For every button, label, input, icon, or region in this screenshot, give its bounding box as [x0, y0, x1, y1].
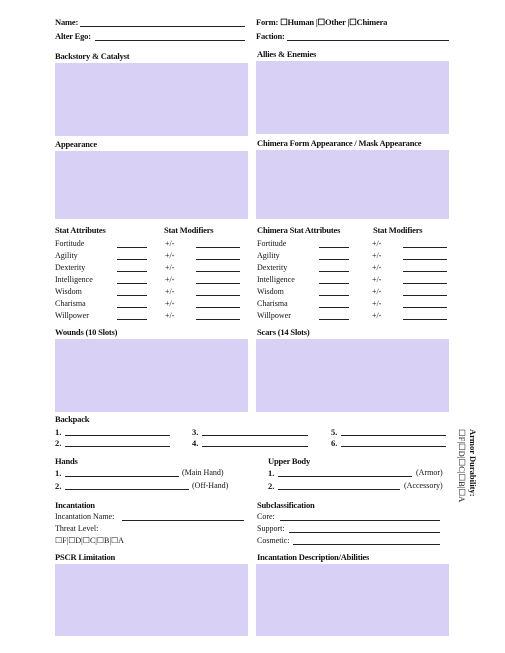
- support-label: Support:: [257, 524, 285, 533]
- stat-value-field[interactable]: [319, 247, 349, 248]
- upper-body-slot-2-label: 2.: [268, 481, 275, 491]
- backpack-slot-4-label: 4.: [192, 438, 199, 448]
- subclassification-title: Subclassification: [257, 500, 315, 510]
- stat-value-field[interactable]: [319, 295, 349, 296]
- allies-box[interactable]: [256, 61, 449, 134]
- checkbox-human[interactable]: ☐: [280, 17, 288, 27]
- stat-name: Intelligence: [55, 275, 93, 284]
- main-hand-note: (Main Hand): [182, 468, 224, 477]
- backpack-slot-6-label: 6.: [331, 438, 338, 448]
- stat-value-field[interactable]: [319, 307, 349, 308]
- stat-value-field[interactable]: [319, 259, 349, 260]
- incantation-name-field[interactable]: [122, 520, 244, 521]
- incantation-description-title: Incantation Description/Abilities: [257, 552, 370, 562]
- modifier-field[interactable]: [403, 295, 447, 296]
- modifier-field[interactable]: [403, 283, 447, 284]
- stat-name: Wisdom: [55, 287, 82, 296]
- cosmetic-label: Cosmetic:: [257, 536, 290, 545]
- hands-slot-2-field[interactable]: [65, 489, 189, 490]
- modifier-field[interactable]: [196, 307, 240, 308]
- accessory-note: (Accessory): [404, 481, 443, 490]
- stat-value-field[interactable]: [117, 295, 147, 296]
- modifier-symbol: +/-: [372, 299, 382, 308]
- stat-value-field[interactable]: [117, 259, 147, 260]
- modifier-symbol: +/-: [372, 287, 382, 296]
- appearance-box[interactable]: [55, 151, 248, 219]
- hands-slot-2-label: 2.: [55, 481, 62, 491]
- backpack-title: Backpack: [55, 414, 90, 424]
- scars-box[interactable]: [256, 339, 449, 412]
- backpack-slot-1-field[interactable]: [65, 435, 170, 436]
- stat-modifiers-header-right: Stat Modifiers: [373, 225, 423, 235]
- modifier-symbol: +/-: [372, 275, 382, 284]
- stat-name: Dexterity: [55, 263, 86, 272]
- alter-ego-field[interactable]: [95, 40, 245, 41]
- stat-value-field[interactable]: [117, 307, 147, 308]
- hands-title: Hands: [55, 456, 78, 466]
- stat-value-field[interactable]: [117, 319, 147, 320]
- core-label: Core:: [257, 512, 275, 521]
- armor-durability-options[interactable]: ☐F|☐D|☐C|☐B|☐A: [457, 429, 467, 503]
- backpack-slot-5-field[interactable]: [341, 435, 446, 436]
- faction-field[interactable]: [287, 40, 449, 41]
- name-field[interactable]: [80, 26, 245, 27]
- modifier-field[interactable]: [403, 271, 447, 272]
- modifier-field[interactable]: [403, 319, 447, 320]
- modifier-field[interactable]: [196, 259, 240, 260]
- modifier-symbol: +/-: [165, 239, 175, 248]
- incantation-name-label: Incantation Name:: [55, 512, 115, 521]
- pscr-box[interactable]: [55, 564, 248, 636]
- modifier-field[interactable]: [403, 247, 447, 248]
- stat-list-right: [257, 239, 450, 329]
- checkbox-chimera[interactable]: ☐: [349, 17, 357, 27]
- form-option-human: Human: [287, 17, 314, 27]
- stat-name: Fortitude: [55, 239, 85, 248]
- appearance-title: Appearance: [55, 139, 97, 149]
- stat-attributes-header: Stat Attributes: [55, 225, 106, 235]
- threat-level-options[interactable]: ☐F|☐D|☐C|☐B|☐A: [55, 536, 124, 545]
- modifier-symbol: +/-: [372, 239, 382, 248]
- modifier-symbol: +/-: [165, 275, 175, 284]
- stat-name: Charisma: [257, 299, 288, 308]
- stat-modifiers-header-left: Stat Modifiers: [164, 225, 214, 235]
- form-label: Form: ☐Human |☐Other |☐Chimera: [256, 17, 388, 27]
- chimera-appearance-box[interactable]: [256, 150, 449, 219]
- modifier-symbol: +/-: [372, 263, 382, 272]
- backpack-slot-4-field[interactable]: [202, 446, 308, 447]
- modifier-field[interactable]: [403, 259, 447, 260]
- armor-durability-label: Armor Durability:: [468, 429, 478, 497]
- stat-name: Agility: [55, 251, 78, 260]
- stat-list-left: [55, 239, 248, 329]
- backpack-slot-3-field[interactable]: [202, 435, 308, 436]
- armor-note: (Armor): [416, 468, 443, 477]
- backpack-slot-2-label: 2.: [55, 438, 62, 448]
- support-field[interactable]: [289, 532, 440, 533]
- modifier-symbol: +/-: [372, 251, 382, 260]
- modifier-symbol: +/-: [165, 299, 175, 308]
- wounds-title: Wounds (10 Slots): [55, 327, 118, 337]
- wounds-box[interactable]: [55, 339, 248, 412]
- upper-body-slot-1-field[interactable]: [278, 476, 412, 477]
- checkbox-other[interactable]: ☐: [317, 17, 325, 27]
- chimera-appearance-title: Chimera Form Appearance / Mask Appearance: [257, 138, 422, 148]
- modifier-symbol: +/-: [165, 287, 175, 296]
- hands-slot-1-label: 1.: [55, 468, 62, 478]
- stat-name: Charisma: [55, 299, 86, 308]
- upper-body-slot-2-field[interactable]: [278, 489, 400, 490]
- stat-name: Wisdom: [257, 287, 284, 296]
- backpack-slot-1-label: 1.: [55, 427, 62, 437]
- name-label: Name:: [55, 17, 79, 27]
- form-label-text: Form:: [256, 17, 279, 27]
- backpack-slot-6-field[interactable]: [341, 446, 446, 447]
- chimera-stat-attributes-header: Chimera Stat Attributes: [257, 225, 341, 235]
- modifier-field[interactable]: [196, 247, 240, 248]
- stat-value-field[interactable]: [319, 271, 349, 272]
- stat-value-field[interactable]: [319, 283, 349, 284]
- modifier-symbol: +/-: [165, 311, 175, 320]
- backstory-box[interactable]: [55, 63, 248, 136]
- modifier-field[interactable]: [196, 319, 240, 320]
- stat-name: Willpower: [55, 311, 89, 320]
- backstory-title: Backstory & Catalyst: [55, 51, 130, 61]
- modifier-field[interactable]: [196, 271, 240, 272]
- backpack-slot-3-label: 3.: [192, 427, 199, 437]
- backpack-slot-2-field[interactable]: [65, 446, 170, 447]
- alter-ego-label: Alter Ego:: [55, 31, 91, 41]
- stat-name: Dexterity: [257, 263, 288, 272]
- stat-value-field[interactable]: [319, 319, 349, 320]
- modifier-field[interactable]: [403, 307, 447, 308]
- off-hand-note: (Off-Hand): [192, 481, 229, 490]
- hands-slot-1-field[interactable]: [65, 476, 179, 477]
- modifier-field[interactable]: [196, 295, 240, 296]
- incantation-description-box[interactable]: [256, 564, 449, 636]
- core-field[interactable]: [280, 520, 440, 521]
- modifier-symbol: +/-: [165, 263, 175, 272]
- cosmetic-field[interactable]: [293, 544, 440, 545]
- form-option-chimera: Chimera: [356, 17, 388, 27]
- incantation-title: Incantation: [55, 500, 95, 510]
- pscr-title: PSCR Limitation: [55, 552, 116, 562]
- modifier-field[interactable]: [196, 283, 240, 284]
- stat-name: Fortitude: [257, 239, 287, 248]
- backpack-slot-5-label: 5.: [331, 427, 338, 437]
- modifier-symbol: +/-: [165, 251, 175, 260]
- scars-title: Scars (14 Slots): [257, 327, 310, 337]
- stat-value-field[interactable]: [117, 271, 147, 272]
- allies-title: Allies & Enemies: [257, 49, 317, 59]
- faction-label: Faction:: [256, 31, 285, 41]
- upper-body-title: Upper Body: [268, 456, 311, 466]
- upper-body-slot-1-label: 1.: [268, 468, 275, 478]
- threat-level-label: Threat Level:: [55, 524, 99, 533]
- stat-name: Intelligence: [257, 275, 295, 284]
- stat-name: Willpower: [257, 311, 291, 320]
- form-option-other: Other: [324, 17, 346, 27]
- modifier-symbol: +/-: [372, 311, 382, 320]
- stat-value-field[interactable]: [117, 283, 147, 284]
- stat-value-field[interactable]: [117, 247, 147, 248]
- stat-name: Agility: [257, 251, 280, 260]
